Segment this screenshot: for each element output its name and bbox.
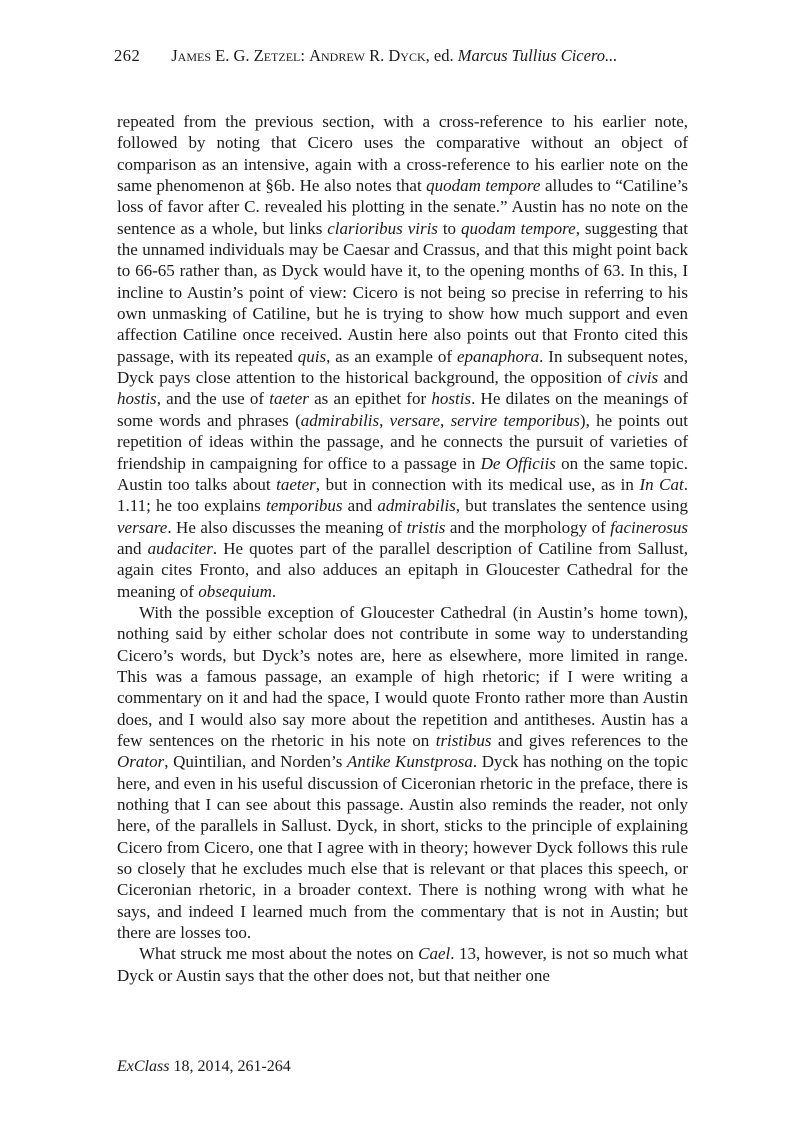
text-run: alludes to “Catiline’s loss of favor after C. revealed his plotting in the senate.” Austin has no note on the sentence as a whole, but links (117, 176, 688, 238)
text-run: as an epithet for (308, 389, 432, 409)
citation-details: 18, 2014, 261-264 (169, 1058, 291, 1075)
text-run: and (117, 538, 148, 558)
italic-run: tristibus (435, 730, 492, 750)
italic-run: versare (117, 517, 168, 537)
text-run: repeated from the previous section, with a cross-reference to his earlier note, followed by noting that Cicero uses the comparative without an object of comparison as an intensive, again with a cross-reference to his earlier note on the same phenomenon at §6b. He also notes that (117, 112, 688, 196)
text-run: . 13, however, is not so much what Dyck or Austin says that the other does not, but that neither one (117, 944, 688, 985)
text-run: What struck me most about the notes on (139, 944, 419, 964)
italic-run: taeter (269, 389, 309, 409)
italic-run: De Officiis (480, 453, 556, 473)
text-run: , suggesting that the unnamed individuals may be Caesar and Crassus, and that this might point back to 66-65 rather than, as Dyck would have it, to the opening months of 63. In this, I incline to Austin’s point of view: Cicero is not being so precise in referring to his own unmasking of Catiline, but he is trying to show how much support and even affection Catiline once received. Austin here also points out that Fronto cited this passage, with its repeated (117, 218, 688, 366)
italic-run: clarioribus viris (327, 218, 438, 238)
italic-run: Antike Kunstprosa (347, 752, 473, 772)
text-run: and (342, 496, 378, 516)
text-run: to (437, 218, 461, 238)
text-run: , but translates the sentence using (455, 496, 688, 516)
text-run: . He dilates on the meanings of some words and phrases ( (117, 389, 688, 430)
italic-run: audaciter (147, 538, 213, 558)
text-run: and the morphology of (445, 517, 611, 537)
italic-run: quodam tempore (426, 176, 541, 196)
reviewer-name: James E. G. Zetzel (171, 46, 301, 65)
journal-name: ExClass (117, 1058, 170, 1075)
text-run: . He also discusses the meaning of (167, 517, 407, 537)
text-run: ), he points out repetition of ideas within the passage, and he connects the pursuit of varieties of friendship in campaigning for office to a passage in (117, 410, 688, 473)
italic-run: In Cat (639, 474, 684, 494)
text-run: , Quintilian, and Norden’s (164, 752, 348, 772)
text-run: . 1.11; he too explains (117, 474, 688, 516)
paragraph (117, 943, 688, 986)
journal-citation (117, 1058, 291, 1076)
paragraph (117, 602, 688, 944)
text-run: and gives references to the (491, 730, 689, 750)
italic-run: quis (297, 346, 327, 366)
running-head-separator: : (300, 46, 310, 65)
page-number: 262 (114, 46, 141, 65)
text-run: . In subsequent notes, Dyck pays close attention to the historical background, the opposition of (117, 346, 689, 388)
italic-run: quodam tempore (460, 218, 576, 238)
italic-run: admirabilis (300, 410, 380, 430)
editor-name: Andrew R. Dyck (309, 46, 426, 65)
italic-run: temporibus (265, 496, 343, 516)
italic-run: epanaphora (456, 346, 540, 366)
page-header (114, 46, 690, 66)
text-run: , (440, 410, 451, 430)
italic-run: admirabilis (377, 496, 456, 516)
italic-run: Orator (117, 752, 165, 772)
italic-run: taeter (276, 474, 316, 494)
italic-run: hostis (431, 389, 472, 409)
italic-run: versare (389, 410, 441, 430)
reviewed-work-title: Marcus Tullius Cicero... (457, 46, 618, 65)
italic-run: civis (626, 368, 659, 388)
text-run: , as an example of (326, 346, 457, 366)
italic-run: hostis (117, 389, 157, 409)
text-run: With the possible exception of Gloucester Cathedral (in Austin’s home town), nothing said by either scholar does not contribute in some way to understanding Cicero’s words, but Dyck’s notes are, here as elsewhere, more limited in range. This was a famous passage, an example of high rhetoric; if I were writing a commentary on it and had the space, I would quote Fronto rather more than Austin does, and I would also say more about the repetition and antitheses. Austin has a few sentences on the rhetoric in his note on (117, 602, 688, 750)
paragraph (117, 111, 688, 602)
italic-run: obsequium (198, 581, 272, 601)
text-run: on the same topic. Austin too talks about (117, 453, 688, 494)
italic-run: facinerosus (610, 517, 688, 537)
running-head (171, 46, 617, 65)
italic-run: Cael (418, 944, 451, 964)
body-text (117, 111, 688, 986)
italic-run: tristis (406, 517, 446, 537)
italic-run: servire temporibus (450, 410, 580, 430)
text-run: . Dyck has nothing on the topic here, and even in his useful discussion of Ciceronian rhetoric in the preface, there is nothing that I can see about this passage. Austin also reminds the reader, not only here, of the parallels in Sallust. Dyck, in short, sticks to the principle of explaining Cicero from Cicero, one that I agree with in theory; however Dyck follows this rule so closely that he excludes much else that is relevant or that places this speech, or Ciceronian rhetoric, in a broader context. There is nothing wrong with what he says, and indeed I learned much from the commentary that is not in Austin; but there are losses too. (117, 752, 688, 943)
editor-label: , ed. (425, 46, 458, 65)
text-run: and (658, 368, 688, 388)
text-run: . (271, 581, 277, 601)
text-run: , (379, 410, 390, 430)
text-run: . He quotes part of the parallel description of Catiline from Sallust, again cites Fronto, and also adduces an epitaph in Gloucester Cathedral for the meaning of (117, 538, 689, 601)
text-run: , and the use of (156, 389, 270, 409)
text-run: , but in connection with its medical use, as in (315, 474, 640, 494)
